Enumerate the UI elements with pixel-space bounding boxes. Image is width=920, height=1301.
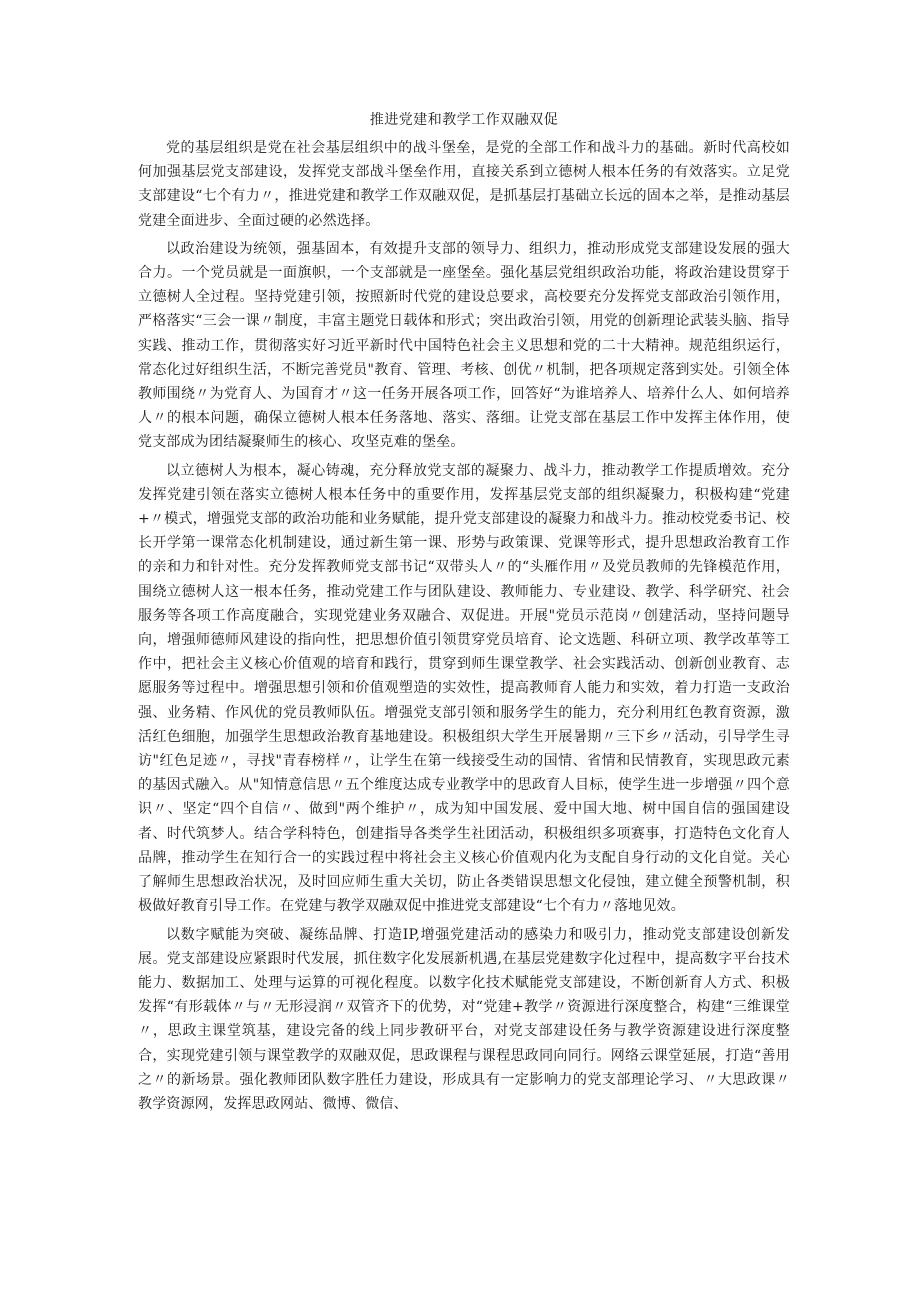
document-page [138,108,790,1120]
paragraph-intro: 党的基层组织是党在社会基层组织中的战斗堡垒，是党的全部工作和战斗力的基础。新时代高校如何加强基层党支部建设，发挥党支部战斗堡垒作用，直接关系到立德树人根本任务的有效落实。立足党支部建设“七个有力〃，推进党建和教学工作双融双促，是抓基层打基础立长远的固本之举，是推动基层党建全面进步、全面过硬的必然选择。 [138,140,790,229]
paragraph-digital-empowerment: 以数字赋能为突破、凝练品牌、打造IP,增强党建活动的感染力和吸引力，推动党支部建设创新发展。党支部建设应紧跟时代发展，抓住数字化发展新机遇,在基层党建数字化过程中，提高数字平台技术能力、数据加工、处理与运算的可视化程度。以数字化技术赋能党支部建设，不断创新育人方式、积极发挥“有形载体〃与〃无形浸润〃双管齐下的优势，对“党建+教学〃资源进行深度整合，构建“三维课堂〃，思政主课堂筑基，建设完备的线上同步教研平台，对党支部建设任务与教学资源建设进行深度整合，实现党建引领与课堂教学的双融双促，思政课程与课程思政同向同行。网络云课堂延展，打造“善用之〃的新场景。强化教师团队数字胜任力建设，形成具有一定影响力的党支部理论学习、〃大思政课〃教学资源网，发挥思政网站、微博、微信、 [138,926,790,1112]
paragraph-political-building: 以政治建设为统领，强基固本，有效提升支部的领导力、组织力，推动形成党支部建设发展的强大合力。一个党员就是一面旗帜，一个支部就是一座堡垒。强化基层党组织政治功能，将政治建设贯穿于立德树人全过程。坚持党建引领，按照新时代党的建设总要求，高校要充分发挥党支部政治引领作用，严格落实“三会一课〃制度，丰富主题党日载体和形式；突出政治引领，用党的创新理论武装头脑、指导实践、推动工作，贯彻落实好习近平新时代中国特色社会主义思想和党的二十大精神。规范组织运行，常态化过好组织生活，不断完善党员"教育、管理、考核、创优〃机制，把各项规定落到实处。引领全体教师围绕〃为党育人、为国育才〃这一任务开展各项工作，回答好“为谁培养人、培养什么人、如何培养人〃的根本问题，确保立德树人根本任务落地、落实、落细。让党支部在基层工作中发挥主体作用，使党支部成为团结凝聚师生的核心、攻坚克难的堡垒。 [138,240,790,451]
document-title: 推进党建和教学工作双融双促 [369,112,559,128]
paragraph-moral-education: 以立德树人为根本，凝心铸魂，充分释放党支部的凝聚力、战斗力，推动教学工作提质增效。充分发挥党建引领在落实立德树人根本任务中的重要作用，发挥基层党支部的组织凝聚力，积极构建“党建+〃模式，增强党支部的政治功能和业务赋能，提升党支部建设的凝聚力和战斗力。推动校党委书记、校长开学第一课常态化机制建设，通过新生第一课、形势与政策课、党课等形式，提升思想政治教育工作的亲和力和针对性。充分发挥教师党支部书记“双带头人〃的“头雁作用〃及党员教师的先锋模范作用，围绕立德树人这一根本任务，推动党建工作与团队建设、教师能力、专业建设、教学、科学研究、社会服务等各项工作高度融合，实现党建业务双融合、双促进。开展"党员示范岗〃创建活动，坚持问题导向，增强师德师风建设的指向性，把思想价值引领贯穿党员培育、论文选题、科研立项、教学改革等工作中，把社会主义核心价值观的培育和践行，贯穿到师生课堂教学、社会实践活动、创新创业教育、志愿服务等过程中。增强思想引领和价值观塑造的实效性，提高教师育人能力和实效，着力打造一支政治强、业务精、作风优的党员教师队伍。增强党支部引领和服务学生的能力，充分利用红色教育资源，激活红色细胞，加强学生思想政治教育基地建设。积极组织大学生开展暑期〃三下乡〃活动，引导学生寻访"红色足迹〃，寻找"青春榜样〃，让学生在第一线接受生动的国情、省情和民情教育，实现思政元素的基因式融入。从"知情意信思〃五个维度达成专业教学中的思政育人目标，使学生进一步增强〃四个意识〃、坚定“四个自信〃、做到"两个维护〃，成为知中国发展、爱中国大地、树中国自信的强国建设者、时代筑梦人。结合学科特色，创建指导各类学生社团活动，积极组织多项赛事，打造特色文化育人品牌，推动学生在知行合一的实践过程中将社会主义核心价值观内化为支配自身行动的文化自觉。关心了解师生思想政治状况，及时回应师生重大关切，防止各类错误思想文化侵蚀，建立健全预警机制，积极做好教育引导工作。在党建与教学双融双促中推进党支部建设“七个有力〃落地见效。 [138,462,790,915]
